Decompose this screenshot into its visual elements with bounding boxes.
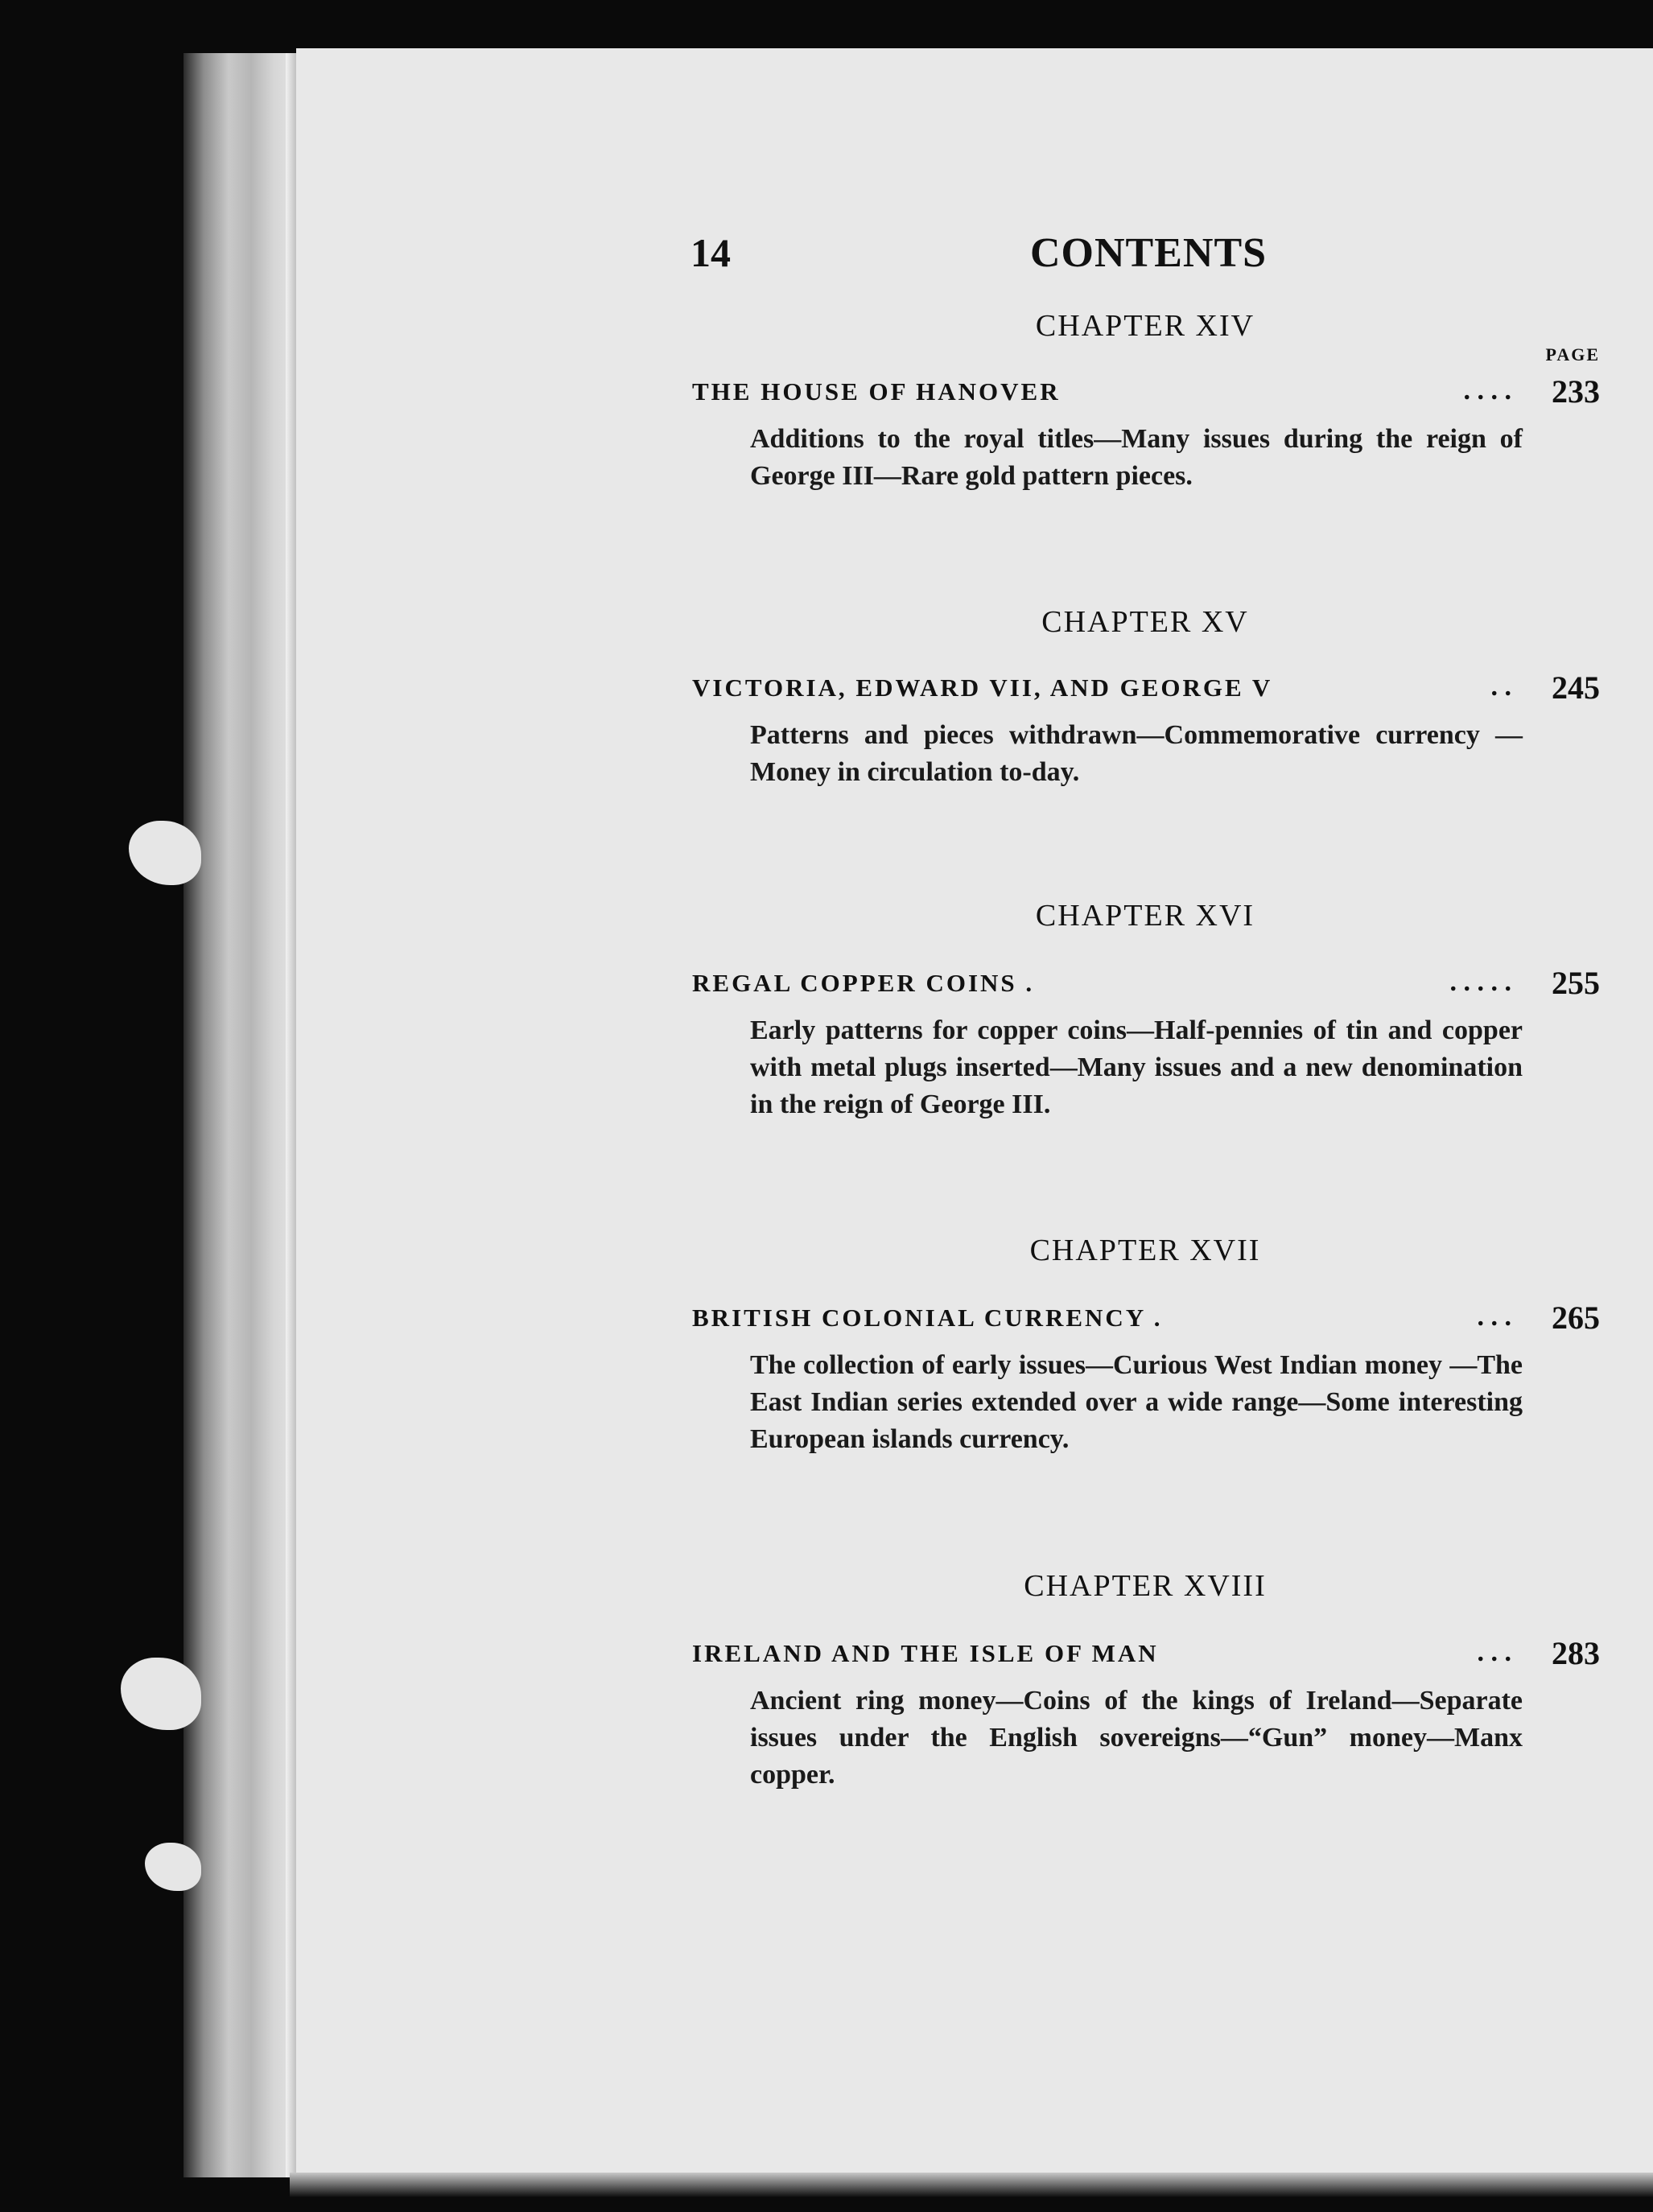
chapter-summary: Additions to the royal titles—Many issues during the reign of George III—Rare gold pattern pieces. (750, 424, 1523, 491)
chapter-page-number: 233 (1552, 373, 1600, 410)
chapter-summary: Ancient ring money—Coins of the kings of Ireland—Separate issues under the English sovereigns—“Gun” money—Manx copper. (750, 1686, 1523, 1790)
chapter-summary: Early patterns for copper coins—Half-pennies of tin and copper with metal plugs inserted—Many issues and a new denomination in the reign of George III. (750, 1015, 1523, 1119)
chapter-page-number: 245 (1552, 669, 1600, 706)
toc-entry-row (690, 669, 1600, 709)
page-title: CONTENTS (1030, 230, 1268, 276)
dot-leader: . . . (1477, 1637, 1511, 1667)
page-bottom-edge (290, 2173, 1653, 2197)
toc-entry-row (690, 1634, 1600, 1674)
book-spine (183, 53, 296, 2177)
toc-entry-row (690, 373, 1600, 413)
chapter-heading: CHAPTER XVI (1035, 899, 1255, 933)
dot-leader: . . (1490, 672, 1511, 702)
chapter-heading: CHAPTER XVIII (1024, 1569, 1267, 1603)
page-column-label: PAGE (1545, 344, 1600, 365)
chapter-heading: CHAPTER XV (1041, 605, 1249, 639)
page-fold (286, 53, 297, 2177)
chapter-title: BRITISH COLONIAL CURRENCY . (692, 1304, 1163, 1332)
chapter-summary: Patterns and pieces withdrawn—Commemorative currency —Money in circulation to-day. (750, 720, 1523, 787)
chapter-title: IRELAND AND THE ISLE OF MAN (692, 1639, 1159, 1667)
chapter-entry (690, 1568, 1600, 1810)
chapter-entry (690, 604, 1600, 814)
toc-entry-row (690, 964, 1600, 1004)
chapter-page-number: 265 (1552, 1300, 1600, 1336)
chapter-heading: CHAPTER XVII (1029, 1234, 1261, 1267)
toc-entry-row (690, 1299, 1600, 1339)
chapter-entry (690, 308, 1600, 517)
chapter-title: VICTORIA, EDWARD VII, AND GEORGE V (692, 673, 1273, 702)
chapter-entry (690, 1233, 1600, 1474)
dot-leader: . . . . (1463, 376, 1511, 406)
chapter-title: REGAL COPPER COINS . (692, 969, 1035, 997)
page-header (690, 229, 1600, 278)
chapter-summary: The collection of early issues—Curious West Indian money —The East Indian series extended over a wide range—Some interesting European islands currency. (750, 1350, 1523, 1454)
chapter-title: THE HOUSE OF HANOVER (692, 377, 1061, 406)
page-number: 14 (690, 230, 731, 275)
chapter-page-number: 255 (1552, 965, 1600, 1001)
chapter-heading: CHAPTER XIV (1035, 309, 1255, 343)
chapter-entry (690, 898, 1600, 1139)
dot-leader: . . . (1477, 1302, 1511, 1332)
dot-leader: . . . . . (1449, 967, 1511, 997)
chapter-page-number: 283 (1552, 1635, 1600, 1671)
